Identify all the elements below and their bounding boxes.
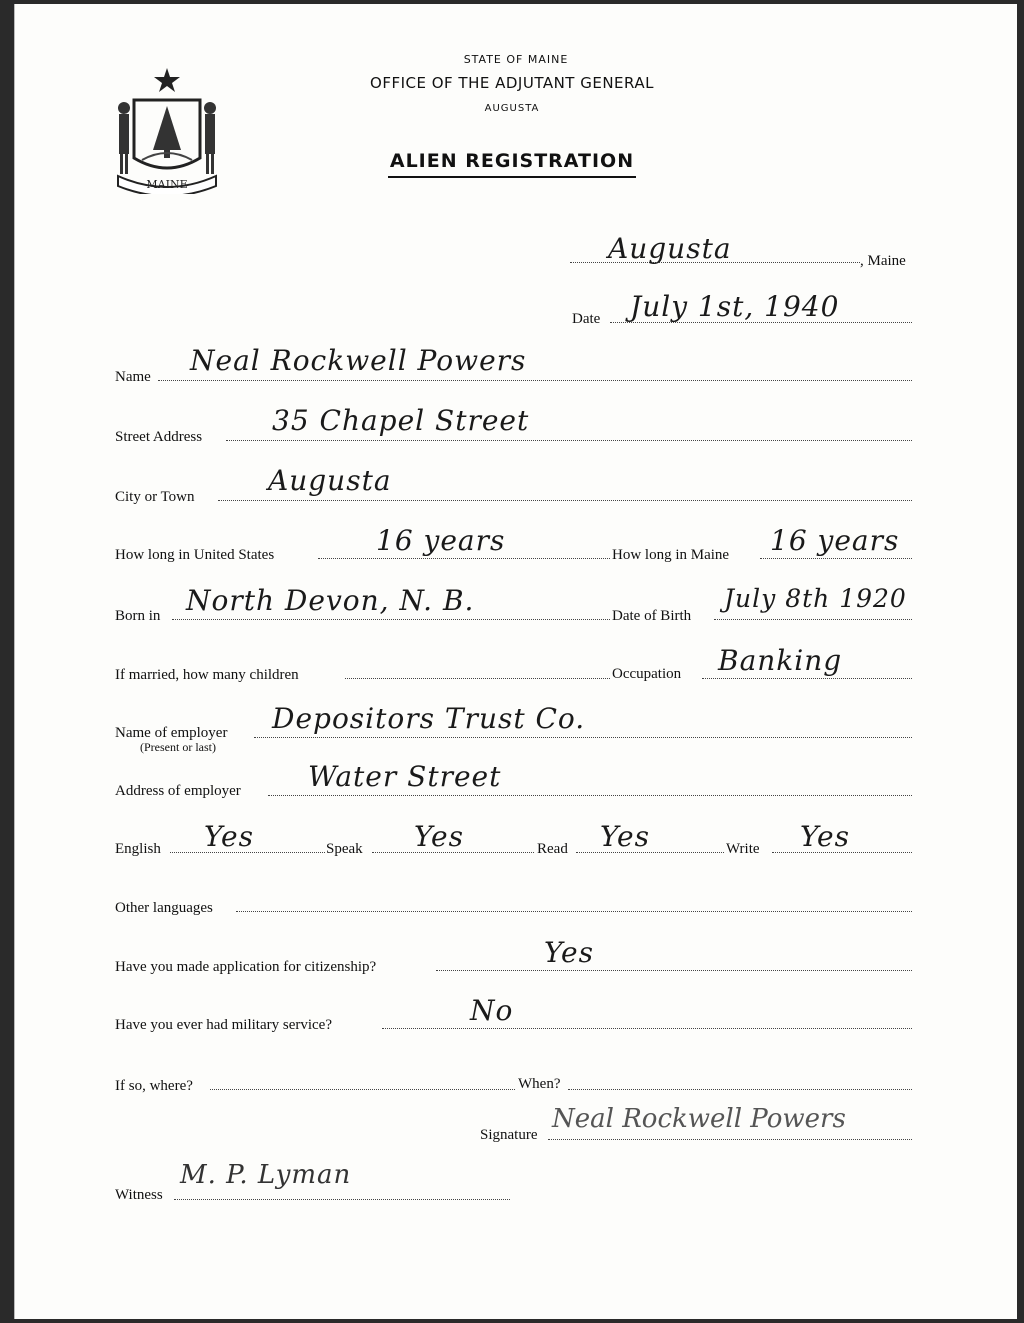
- when-label: When?: [518, 1076, 561, 1092]
- dob-line: [714, 619, 912, 620]
- when-line: [568, 1089, 912, 1090]
- married-line: [345, 678, 610, 679]
- date-label: Date: [572, 311, 601, 327]
- seal-text: MAINE: [146, 178, 188, 191]
- name-label: Name: [115, 369, 151, 385]
- military-value: No: [470, 994, 514, 1027]
- long-maine-label: How long in Maine: [612, 547, 730, 563]
- citizenship-label: Have you made application for citizenship?: [115, 959, 377, 975]
- street-label: Street Address: [115, 429, 203, 445]
- city-line: [218, 500, 912, 501]
- read-line: [576, 852, 724, 853]
- name-value: Neal Rockwell Powers: [190, 344, 527, 377]
- dob-label: Date of Birth: [612, 608, 692, 624]
- english-value: Yes: [204, 820, 254, 853]
- name-line: [158, 380, 912, 381]
- signature-line: [548, 1139, 912, 1140]
- born-label: Born in: [115, 608, 161, 624]
- header-city: AUGUSTA: [484, 103, 540, 114]
- street-value: 35 Chapel Street: [272, 404, 530, 437]
- header-state: STATE OF MAINE: [463, 53, 569, 66]
- write-value: Yes: [800, 820, 850, 853]
- citizenship-line: [436, 970, 912, 971]
- form-sheet: [14, 4, 1017, 1319]
- employer-line: [254, 737, 912, 738]
- write-label: Write: [726, 841, 760, 857]
- form-title: ALIEN REGISTRATION: [0, 150, 1024, 172]
- date-value: July 1st, 1940: [630, 290, 840, 323]
- long-maine-value: 16 years: [770, 524, 900, 557]
- employer-value: Depositors Trust Co.: [272, 702, 586, 735]
- maine-label: , Maine: [860, 253, 906, 269]
- signature-value: Neal Rockwell Powers: [552, 1104, 846, 1134]
- witness-value: M. P. Lyman: [180, 1160, 352, 1190]
- occupation-label: Occupation: [612, 666, 682, 682]
- signature-label: Signature: [480, 1127, 538, 1143]
- where-label: If so, where?: [115, 1078, 193, 1094]
- born-value: North Devon, N. B.: [186, 584, 475, 617]
- street-line: [226, 440, 912, 441]
- city-label: City or Town: [115, 489, 195, 505]
- other-languages-line: [236, 911, 912, 912]
- dob-value: July 8th 1920: [724, 584, 907, 613]
- long-us-line: [318, 558, 610, 559]
- employer-address-value: Water Street: [308, 760, 502, 793]
- speak-value: Yes: [414, 820, 464, 853]
- military-label: Have you ever had military service?: [115, 1017, 332, 1033]
- long-us-label: How long in United States: [115, 547, 275, 563]
- header-office: OFFICE OF THE ADJUTANT GENERAL: [370, 74, 654, 92]
- married-label: If married, how many children: [115, 667, 299, 683]
- witness-label: Witness: [115, 1187, 163, 1203]
- witness-line: [174, 1199, 510, 1200]
- employer-address-line: [268, 795, 912, 796]
- occupation-line: [702, 678, 912, 679]
- citizenship-value: Yes: [544, 936, 594, 969]
- long-maine-line: [760, 558, 912, 559]
- other-languages-label: Other languages: [115, 900, 213, 916]
- read-value: Yes: [600, 820, 650, 853]
- employer-label: Name of employer: [115, 725, 228, 741]
- where-line: [210, 1089, 515, 1090]
- military-line: [382, 1028, 912, 1029]
- read-label: Read: [537, 841, 568, 857]
- employer-note: (Present or last): [140, 740, 216, 754]
- speak-label: Speak: [326, 841, 363, 857]
- town-value: Augusta: [608, 232, 732, 265]
- long-us-value: 16 years: [376, 524, 506, 557]
- city-value: Augusta: [268, 464, 392, 497]
- occupation-value: Banking: [718, 644, 843, 677]
- born-line: [172, 619, 610, 620]
- employer-address-label: Address of employer: [115, 783, 241, 799]
- english-label: English: [115, 841, 161, 857]
